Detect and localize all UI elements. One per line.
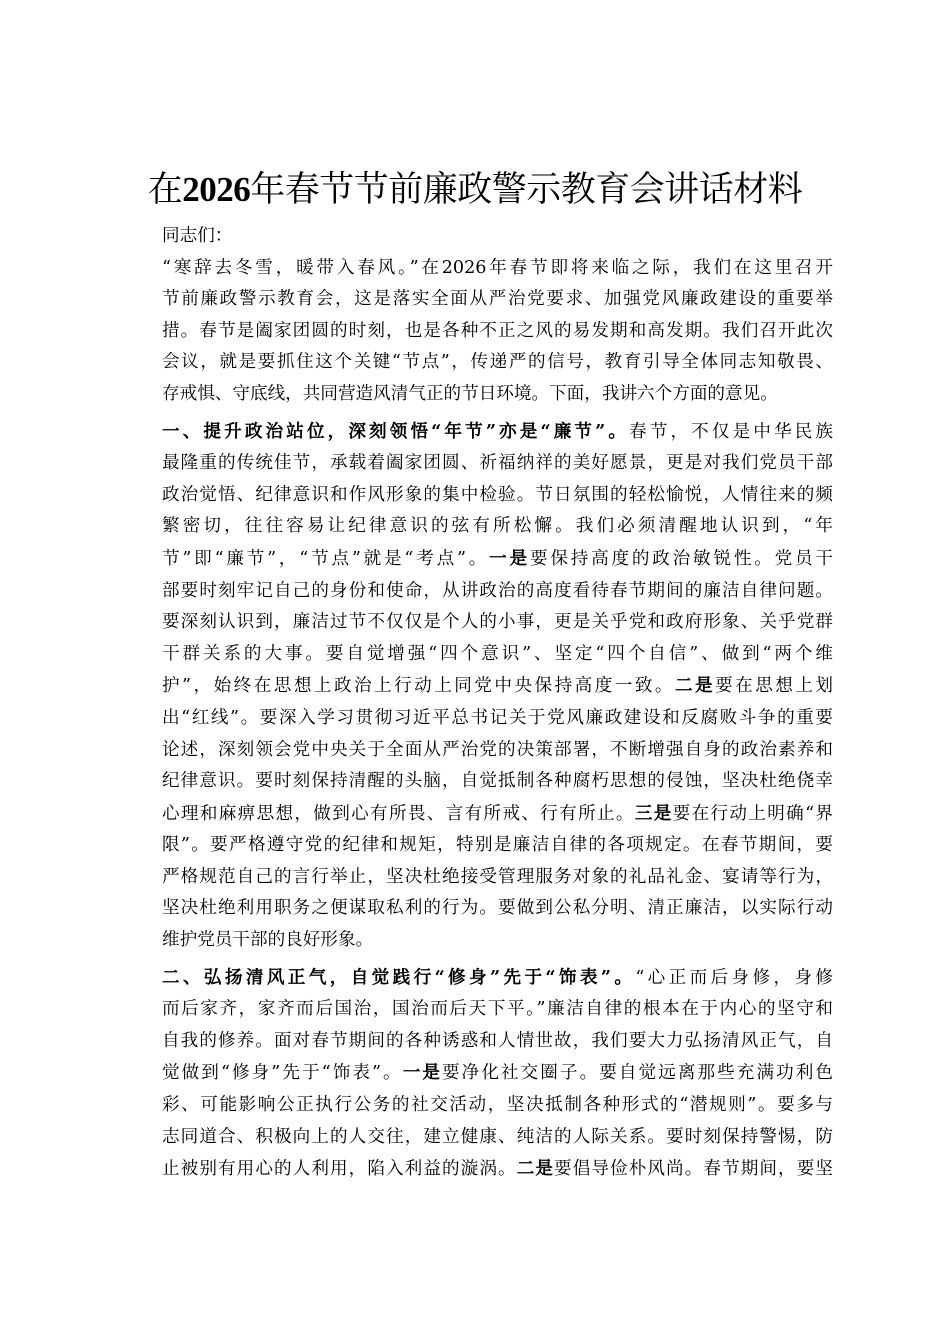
text-line: 会议，就是要抓住这个关键“节点”，传递严的信号，教育引导全体同志知敬畏、 xyxy=(162,352,833,373)
salutation: 同志们： xyxy=(162,226,233,246)
text-line: 坚决杜绝利用职务之便谋取私利的行为。要做到公私分明、清正廉洁，以实际行动 xyxy=(162,898,833,919)
title-prefix: 在 xyxy=(147,170,183,210)
text-line: 觉做到“修身”先于“饰表”。一是要净化社交圈子。要自觉远离那些充满功利色 xyxy=(162,1062,833,1084)
point-marker: 二是 xyxy=(674,675,716,697)
title-suffix: 年春节节前廉政警示教育会讲话材料 xyxy=(250,170,803,210)
text-line: 一、提升政治站位，深刻领悟“年节”亦是“廉节”。春节，不仅是中华民族 xyxy=(162,420,833,442)
point-marker: 三是 xyxy=(634,802,673,824)
section-2-paragraph xyxy=(127,962,833,1186)
text-line: 繁密切，往往容易让纪律意识的弦有所松懈。我们必须清醒地认识到，“年 xyxy=(162,516,833,537)
text-line: 节前廉政警示教育会，这是落实全面从严治党要求、加强党风廉政建设的重要举 xyxy=(162,289,833,310)
text-line: 存戒惧、守底线，共同营造风清气正的节日环境。下面，我讲六个方面的意见。 xyxy=(162,383,778,404)
text-line: 自我的修养。面对春节期间的各种诱惑和人情世故，我们要大力弘扬清风正气，自 xyxy=(162,1030,833,1051)
text-line: 彩、可能影响公正执行公务的社交活动，坚决抵制各种形式的“潜规则”。要多与 xyxy=(162,1095,833,1116)
section-1-paragraph xyxy=(127,416,833,957)
point-marker: 一是 xyxy=(402,1062,443,1084)
text-line: 维护党员干部的良好形象。 xyxy=(162,930,374,951)
text-line: 最隆重的传统佳节，承载着阖家团圆、祈福纳祥的美好愿景，更是对我们党员干部 xyxy=(162,453,833,474)
text-line: 要深刻认识到，廉洁过节不仅仅是个人的小事，更是关乎党和政府形象、关乎党群 xyxy=(162,612,833,633)
text-line: 二、弘扬清风正气，自觉践行“修身”先于“饰表”。“心正而后身修，身修 xyxy=(162,966,834,988)
point-marker: 一是 xyxy=(489,547,530,569)
text-line: 节”即“廉节”，“节点”就是“考点”。一是要保持高度的政治敏锐性。党员干 xyxy=(162,547,833,569)
text-line: 政治觉悟、纪律意识和作风形象的集中检验。节日氛围的轻松愉悦，人情往来的频 xyxy=(162,484,833,505)
document-title xyxy=(120,167,830,213)
text-line: 纪律意识。要时刻保持清醒的头脑，自觉抵制各种腐朽思想的侵蚀，坚决杜绝侥幸 xyxy=(162,771,833,792)
text-line: 心理和麻痹思想，做到心有所畏、言有所戒、行有所止。三是要在行动上明确“界 xyxy=(162,802,833,824)
document-body xyxy=(127,221,833,1186)
text-line: “寒辞去冬雪，暖带入春风。”在2026年春节即将来临之际，我们在这里召开 xyxy=(162,257,833,278)
text-line: 严格规范自己的言行举止，坚决杜绝接受管理服务对象的礼品礼金、宴请等行为， xyxy=(162,866,833,887)
text-line: 部要时刻牢记自己的身份和使命，从讲政治的高度看待春节期间的廉洁自律问题。 xyxy=(162,580,833,601)
text-line: 志同道合、积极向上的人交往，建立健康、纯洁的人际关系。要时刻保持警惕，防 xyxy=(162,1126,833,1147)
text-line: 而后家齐，家齐而后国治，国治而后天下平。”廉洁自律的根本在于内心的坚守和 xyxy=(162,999,833,1020)
intro-paragraph xyxy=(127,253,833,411)
section-2-heading: 二、弘扬清风正气，自觉践行“修身”先于“饰表”。 xyxy=(162,966,636,988)
text-line: 干群关系的大事。要自觉增强“四个意识”、坚定“四个自信”、做到“两个维 xyxy=(162,643,833,664)
section-1-heading: 一、提升政治站位，深刻领悟“年节”亦是“廉节”。 xyxy=(162,420,630,442)
text-line: 护”，始终在思想上政治上行动上同党中央保持高度一致。二是要在思想上划 xyxy=(162,675,833,697)
point-marker: 二是 xyxy=(516,1158,555,1180)
text-line: 止被别有用心的人利用，陷入利益的漩涡。二是要倡导俭朴风尚。春节期间，要坚 xyxy=(162,1158,833,1180)
text-line: 限”。要严格遵守党的纪律和规矩，特别是廉洁自律的各项规定。在春节期间，要 xyxy=(162,835,833,856)
title-year: 2026 xyxy=(182,170,251,209)
text-line: 措。春节是阖家团圆的时刻，也是各种不正之风的易发期和高发期。我们召开此次 xyxy=(162,320,833,341)
text-line: 出“红线”。要深入学习贯彻习近平总书记关于党风廉政建设和反腐败斗争的重要 xyxy=(162,707,833,728)
text-line: 论述，深刻领会党中央关于全面从严治党的决策部署，不断增强自身的政治素养和 xyxy=(162,739,833,760)
